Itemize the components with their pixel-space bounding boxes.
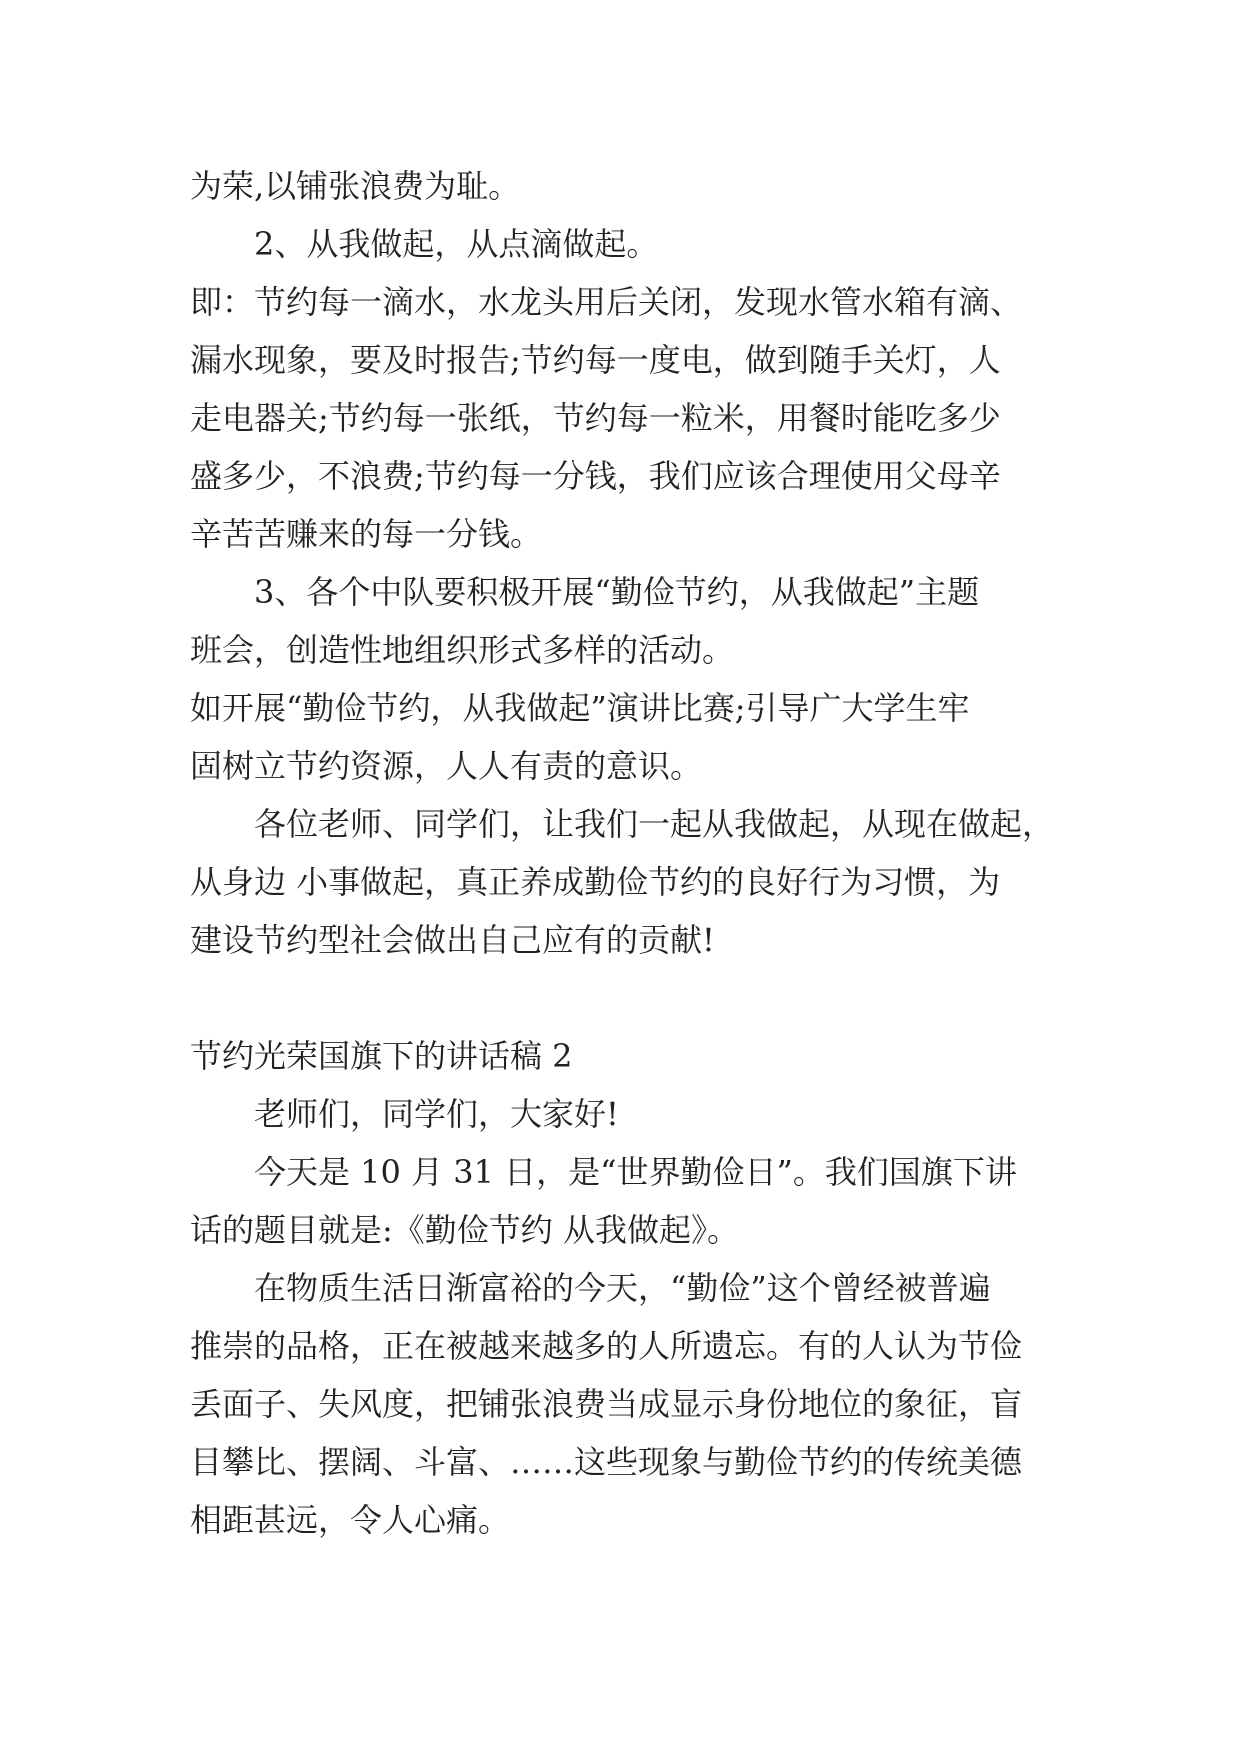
text-line: 各位老师、同学们，让我们一起从我做起，从现在做起， [254, 805, 1055, 843]
section-title: 节约光荣国旗下的讲话稿 2 [190, 1037, 573, 1075]
text-line: 即：节约每一滴水，水龙头用后关闭，发现水管水箱有滴、 [190, 283, 1023, 321]
text-line: 今天是 10 月 31 日，是“世界勤俭日”。我们国旗下讲 [254, 1153, 1017, 1191]
text-line: 在物质生活日渐富裕的今天，“勤俭”这个曾经被普遍 [254, 1269, 991, 1307]
text-line: 班会，创造性地组织形式多样的活动。 [190, 631, 735, 669]
text-line: 固树立节约资源，人人有责的意识。 [190, 747, 703, 785]
text-line: 2、从我做起，从点滴做起。 [254, 225, 659, 263]
text-line: 丢面子、失风度，把铺张浪费当成显示身份地位的象征，盲 [190, 1385, 1023, 1423]
text-line: 如开展“勤俭节约，从我做起”演讲比赛;引导广大学生牢 [190, 689, 970, 727]
text-line: 目攀比、摆阔、斗富、……这些现象与勤俭节约的传统美德 [190, 1443, 1023, 1481]
text-line: 盛多少，不浪费;节约每一分钱，我们应该合理使用父母辛 [190, 457, 1001, 495]
text-line: 3、各个中队要积极开展“勤俭节约，从我做起”主题 [254, 573, 980, 611]
text-line: 相距甚远，令人心痛。 [190, 1501, 511, 1539]
text-line: 漏水现象，要及时报告;节约每一度电，做到随手关灯，人 [190, 341, 1001, 379]
text-line: 辛苦苦赚来的每一分钱。 [190, 515, 543, 553]
text-line: 话的题目就是:《勤俭节约 从我做起》。 [190, 1211, 739, 1249]
text-line: 从身边 小事做起，真正养成勤俭节约的良好行为习惯，为 [190, 863, 1001, 901]
text-line: 推崇的品格，正在被越来越多的人所遗忘。有的人认为节俭 [190, 1327, 1023, 1365]
text-line: 走电器关;节约每一张纸，节约每一粒米，用餐时能吃多少 [190, 399, 1001, 437]
text-line: 建设节约型社会做出自己应有的贡献! [190, 921, 715, 959]
text-line: 老师们，同学们，大家好! [254, 1095, 619, 1133]
text-line: 为荣,以铺张浪费为耻。 [190, 167, 521, 205]
